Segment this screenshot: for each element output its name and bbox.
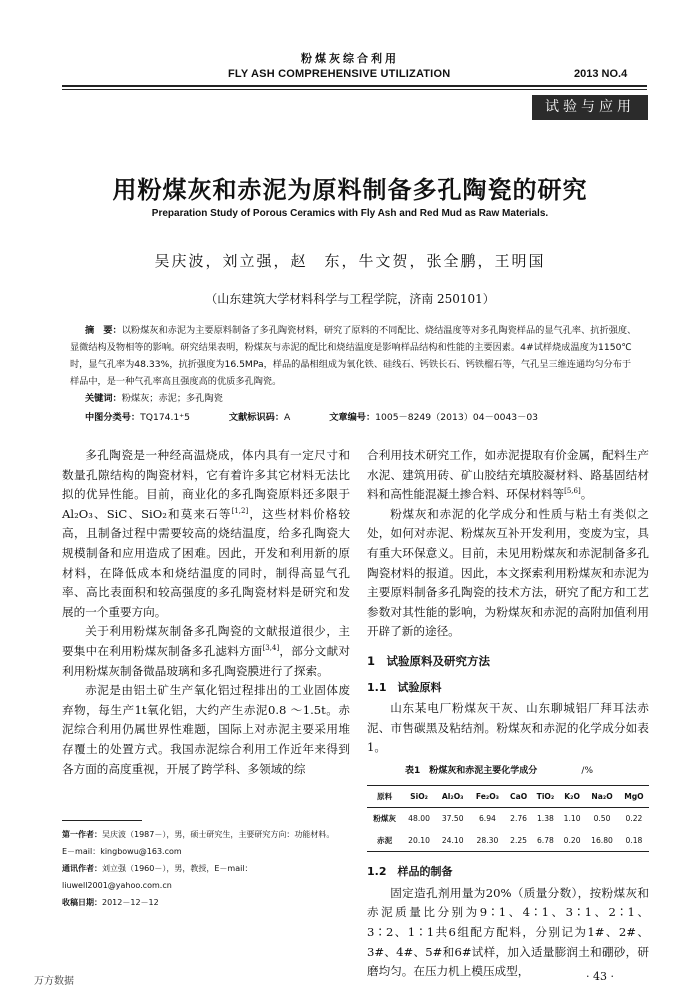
table-cell: 0.18: [619, 830, 649, 852]
page-number: · 43 ·: [586, 970, 614, 983]
received-label: 收稿日期：: [62, 898, 102, 907]
citation: [5,6]: [564, 487, 581, 496]
watermark: 万方数据: [34, 976, 74, 987]
article-no-label: 文章编号：: [329, 412, 376, 423]
keywords-label: 关键词：: [85, 393, 122, 404]
table-header: MgO: [619, 785, 649, 808]
abstract: [70, 322, 638, 390]
table-row: [367, 830, 649, 852]
left-column: [62, 446, 350, 779]
keywords-text: 粉煤灰；赤泥；多孔陶瓷: [121, 393, 223, 404]
footnote-rule: [62, 820, 142, 821]
right-column: [367, 446, 649, 982]
body-paragraph: 赤泥是由铝土矿生产氧化铝过程排出的工业固体废弃物，每生产1t氧化铝，大约产生赤泥0.8 ～1.5t。赤泥综合利用仍属世界性难题，国际上对赤泥主要采用堆存覆土的处置方式。我国赤泥综合利用工作近年来得到各方面的高度重视，开展了跨学科、多领域的综: [62, 683, 350, 776]
issue-number: 2013 NO.4: [574, 68, 628, 80]
header-rule: [62, 85, 647, 87]
table-header: Fe₂O₃: [470, 785, 506, 808]
table-cell: 28.30: [470, 830, 506, 852]
table-caption: [367, 762, 649, 782]
journal-name-cn: 粉煤灰综合利用: [301, 52, 399, 65]
table-header-row: [367, 785, 649, 808]
body-paragraph: [62, 446, 350, 622]
corresponding-author-info: 刘立强（1960－），男，教授，E－mail：liuwell2001@yahoo.com.cn: [62, 864, 253, 890]
table-cell: 1.10: [563, 814, 581, 824]
body-paragraph: 固定造孔剂用量为20%（质量分数），按粉煤灰和赤泥质量比分别为9∶1、4∶1、3∶1、2∶1、3∶2、1∶1共6组配方配料，分别记为1#、2#、3#、4#、5#和6#试样，加入适量膨润土和硼砂，研磨均匀。在压力机上模压成型，: [367, 885, 649, 979]
article-title: 用粉煤灰和赤泥为原料制备多孔陶瓷的研究: [112, 176, 588, 204]
table-cell: 16.80: [585, 830, 619, 852]
table-cell: 2.25: [505, 830, 532, 852]
paragraph-text: ，部分文献对利用粉煤灰制备微晶玻璃和多孔陶瓷膜进行了探索。: [62, 643, 350, 678]
table-cell: 赤泥: [367, 830, 402, 852]
table-header: CaO: [505, 785, 532, 808]
table-row: [367, 808, 649, 830]
table-cell: 6.78: [532, 830, 559, 852]
citation: [1,2]: [231, 506, 249, 515]
paragraph-text: 关于利用粉煤灰制备多孔陶瓷的文献报道很少，主要集中在利用粉煤灰制备多孔滤料方面: [62, 624, 350, 658]
article-title-en: Preparation Study of Porous Ceramics with Fly Ash and Red Mud as Raw Materials.: [151, 208, 549, 219]
composition-table: [367, 785, 649, 853]
table-cell: 37.50: [441, 814, 464, 824]
body-paragraph: 粉煤灰和赤泥的化学成分和性质与粘土有类似之处，如何对赤泥、粉煤灰互补开发利用，变废为宝，具有重大环保意义。目前，未见用粉煤灰和赤泥制备多孔陶瓷材料的报道。因此，本文探索利用粉煤灰和赤泥为主要原料制备多孔陶瓷的技术方法，研究了配方和工艺参数对其性能的影响，为粉煤灰和赤泥的高附加值利用开辟了新的途径。: [367, 506, 649, 639]
authors: 吴庆波，刘立强，赵 东，牛文贺，张全鹏，王明国: [154, 252, 546, 270]
paragraph-text: ，这些材料价格较高，且制备过程中需要较高的烧结温度，给多孔陶瓷大规模制备和应用造成了困难。因此，开发和利用新的原材料，在降低成本和烧结温度的同时，制得高显气孔率、高比表面积和较高强度的多孔陶瓷材料是研究和发展的一个重要方向。: [62, 506, 350, 619]
first-author-info: 吴庆波（1987－），男，硕士研究生，主要研究方向：功能材料。: [102, 830, 335, 839]
table-cell: 0.50: [593, 814, 611, 824]
email: E－mail：kingbowu@163.com: [62, 847, 182, 856]
table-header: K₂O: [559, 785, 585, 808]
table-cell: 粉煤灰: [373, 814, 396, 824]
received-date: 2012－12－12: [102, 898, 159, 907]
table-cell: 6.94: [478, 814, 496, 824]
table-cell: 24.10: [436, 830, 470, 852]
body-paragraph: 山东某电厂粉煤灰干灰、山东聊城铝厂拜耳法赤泥、市售碳黑及粘结剂。粉煤灰和赤泥的化学成分如表1。: [367, 701, 649, 755]
header-rule-thin: [62, 89, 647, 90]
table-header: SiO₂: [402, 785, 436, 808]
table-header: TiO₂: [532, 785, 559, 808]
abstract-label: 摘 要：: [85, 325, 122, 336]
table-cell: 48.00: [408, 814, 430, 824]
paragraph-text: 合利用技术研究工作，如赤泥提取有价金属，配料生产水泥、建筑用砖、矿山胶结充填胶凝材料、路基固结材料和高性能混凝土掺合料、环保材料等: [367, 448, 649, 502]
paragraph-text: 多孔陶瓷是一种经高温烧成，体内具有一定尺寸和数量孔隙结构的陶瓷材料，它有着许多其它材料无法比拟的优异性能。目前，商业化的多孔陶瓷原料还多限于Al₂O₃、SiC、SiO₂和莫来石等: [62, 448, 350, 521]
doc-code: A: [284, 412, 291, 423]
first-author-label: 第一作者：: [62, 830, 102, 839]
table-caption-text: 表1 粉煤灰和赤泥主要化学成分: [405, 765, 538, 776]
table-cell: 0.20: [559, 830, 585, 852]
footnote: [62, 826, 348, 911]
table-cell: 20.10: [402, 830, 436, 852]
table-header: 原料: [367, 785, 402, 808]
table-cell: 1.38: [536, 814, 554, 824]
keywords: [85, 390, 223, 404]
classification-line: [85, 409, 574, 423]
table-cell: 0.22: [625, 814, 643, 824]
table-header: Na₂O: [585, 785, 619, 808]
subsection-heading: 1.1 试验原料: [367, 680, 442, 694]
clc-label: 中图分类号：: [85, 412, 141, 423]
affiliation: （山东建筑大学材料科学与工程学院，济南 250101）: [205, 292, 495, 306]
paragraph-text: 。: [580, 487, 593, 502]
table-header: Al₂O₃: [436, 785, 470, 808]
section-heading: 1 试验原料及研究方法: [367, 653, 491, 668]
subsection-heading: 1.2 样品的制备: [367, 865, 453, 879]
table-unit: /%: [581, 765, 593, 776]
article-number: 1005－8249（2013）04－0043－03: [375, 412, 539, 423]
body-paragraph: [62, 622, 350, 681]
body-paragraph: [367, 446, 649, 505]
clc-number: TQ174.1⁺5: [140, 412, 190, 423]
citation: [3,4]: [262, 644, 280, 653]
doc-code-label: 文献标识码：: [228, 412, 285, 423]
abstract-text: 以粉煤灰和赤泥为主要原料制备了多孔陶瓷材料，研究了原料的不同配比、烧结温度等对多孔陶瓷样品的显气孔率、抗折强度、显微结构及物相等的影响。研究结果表明，粉煤灰与赤泥的配比和烧结温度是影响样品结构和性能的主要因素。4#试样烧成温度为1150℃时，显气孔率为48.33%，抗折强度为16.5MPa，样品的晶相组成为氧化铁、硅线石、钙铁长石、钙铁榴石等，气孔呈三维连通均匀分布于样品中，是一种气孔率高且强度高的优质多孔陶瓷。: [70, 325, 637, 387]
table-cell: 2.76: [510, 814, 528, 824]
section-tag: 试验与应用: [532, 95, 648, 120]
journal-name-en: FLY ASH COMPREHENSIVE UTILIZATION: [228, 68, 451, 80]
corresponding-author-label: 通讯作者：: [62, 864, 102, 873]
